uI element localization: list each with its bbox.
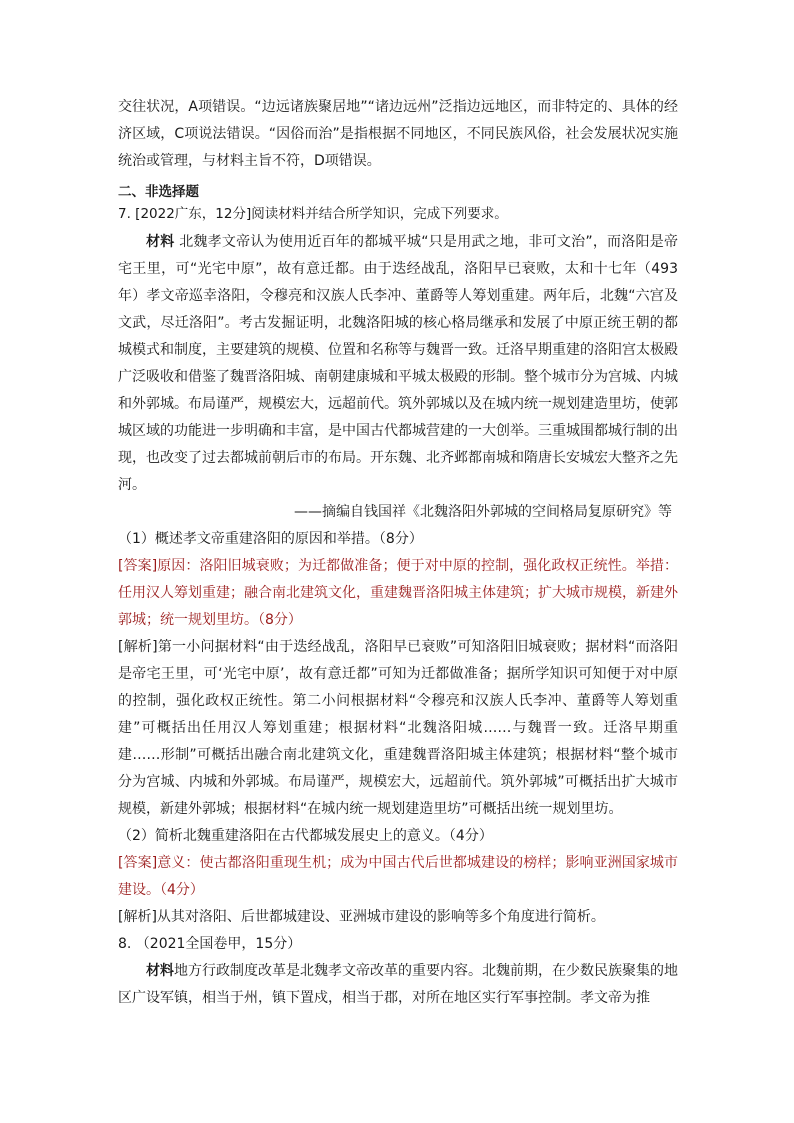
q7-material-text: 北魏孝文帝认为使用近百年的都城平城“只是用武之地，非可文治”，而洛阳是帝宅王里，可“光宅中原”，故有意迁都。由于迭经战乱，洛阳早已衰败，太和十七年（493年）孝文帝巡幸洛阳，令穆亮和汉族人氏李冲、董爵等人筹划重建。两年后，北魏“六宫及文武，尽迁洛阳”。考古发掘证明，北魏洛阳城的核心格局继承和发展了中原正统王朝的都城模式和制度，主要建筑的规模、位置和名称等与魏晋一致。迁洛早期重建的洛阳宫太极殿广泛吸收和借鉴了魏晋洛阳城、南朝建康城和平城太极殿的形制。整个城市分为宫城、内城和外郭城。布局谨严，规模宏大，远超前代。筑外郭城以及在城内统一规划建造里坊，使郭城区域的功能进一步明确和丰富，是中国古代都城营建的一大创举。三重城围都城行制的出现，也改变了过去都城前朝后市的布局。开东魏、北齐邺都南城和隋唐长安城宏大整齐之先河。 (118, 234, 679, 493)
q8-material-label: 材料 (146, 963, 174, 979)
q7-sub2-answer: [答案]意义：使古都洛阳重现生机；成为中国古代后世都城建设的榜样；影响亚洲国家城市建设。（4分） (118, 855, 678, 898)
q8-material-text: 地方行政制度改革是北魏孝文帝改革的重要内容。北魏前期，在少数民族聚集的地区广设军镇，相当于州，镇下置戍，相当于郡，对所在地区实行军事控制。孝文帝为推 (118, 963, 678, 1006)
q7-sub1-analysis: [解析]第一小问据材料“由于迭经战乱，洛阳早已衰败”可知洛阳旧城衰败；据材料“而洛阳是帝宅王里，可‘光宅中原’，故有意迁都”可知为迁都做准备；据所学知识可知便于对中原的控制，强化政权正统性。第二小问根据材料“令穆亮和汉族人氏李冲、董爵等人筹划重建”可概括出任用汉人筹划重建；根据材料“北魏洛阳城……与魏晋一致。迁洛早期重建……形制”可概括出融合南北建筑文化，重建魏晋洛阳城主体建筑；根据材料“整个城市分为宫城、内城和外郭城。布局谨严，规模宏大，远超前代。筑外郭城”可概括出扩大城市规模，新建外郭城；根据材料“在城内统一规划建造里坊”可概括出统一规划里坊。 (118, 639, 678, 817)
q7-header: 7. [2022广东，12分]阅读材料并结合所学知识，完成下列要求。 (118, 206, 508, 222)
previous-analysis-text: 交往状况，A项错误。“边远诸族聚居地”“诸边远州”泛指边远地区，而非特定的、具体的经济区域，C项说法错误。“因俗而治”是指根据不同地区，不同民族风俗，社会发展状况实施统治或管理，与材料主旨不符，D项错误。 (118, 99, 678, 169)
q7-source: ——摘编自钱国祥《北魏洛阳外郭城的空间格局复原研究》等 (294, 504, 672, 520)
q7-sub1-question: （1）概述孝文帝重建洛阳的原因和举措。（8分） (118, 531, 423, 547)
q7-material (118, 229, 678, 499)
q8-header: 8. （2021全国卷甲，15分） (118, 936, 302, 952)
q8-material (118, 958, 678, 1012)
q7-sub2-analysis: [解析]从其对洛阳、后世都城建设、亚洲城市建设的影响等多个角度进行简析。 (118, 909, 605, 925)
q7-sub2-question: （2）简析北魏重建洛阳在古代都城发展史上的意义。（4分） (118, 828, 493, 844)
section-title: 二、非选择题 (118, 184, 199, 200)
q7-sub1-answer: [答案]原因：洛阳旧城衰败；为迁都做准备；便于对中原的控制，强化政权正统性。举措：任用汉人筹划重建；融合南北建筑文化，重建魏晋洛阳城主体建筑；扩大城市规模，新建外郭城；统一规划里坊。（8分） (118, 558, 678, 628)
q7-material-label: 材料 (146, 234, 175, 250)
document-body (118, 94, 678, 1012)
